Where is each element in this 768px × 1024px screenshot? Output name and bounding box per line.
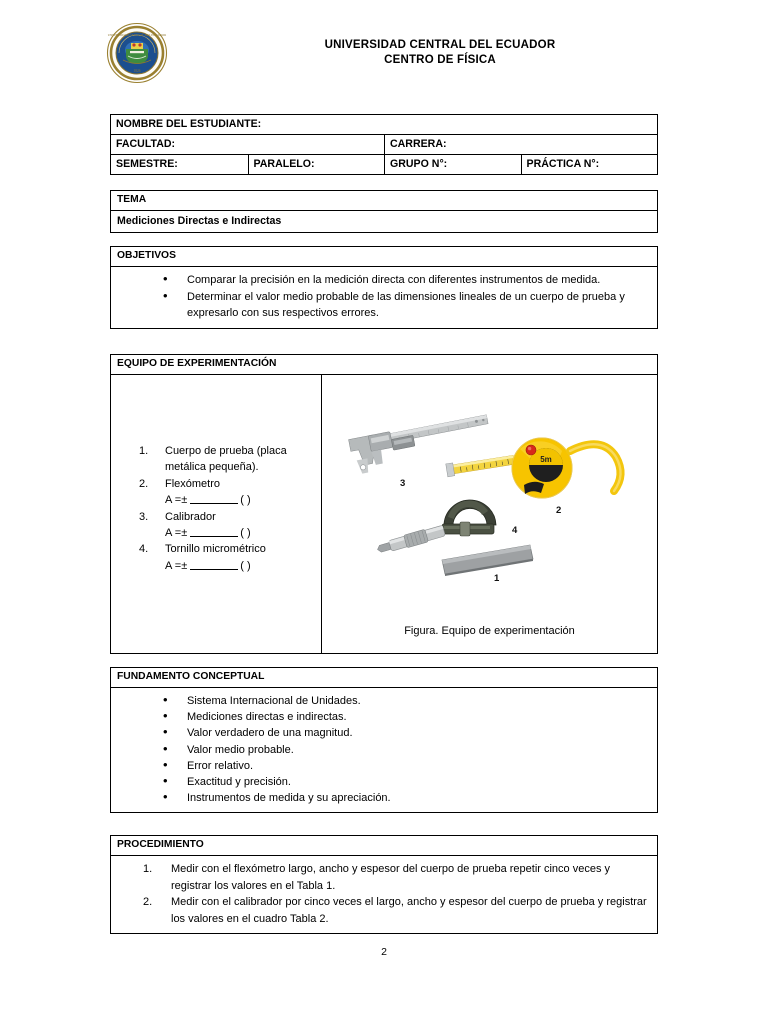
list-item [139,443,317,476]
photo-label-tape-measure: 2 [556,505,562,516]
list-item: • Exactitud y precisión. [159,774,657,790]
appreciation-unit-field[interactable]: ( ) [240,494,251,507]
appreciation-prefix: A =± [165,494,188,507]
appreciation-unit-field[interactable]: ( ) [240,559,251,572]
procedimiento-section [110,835,658,934]
svg-text:UNIVERSIDAD CENTRAL DEL ECUADO: UNIVERSIDAD CENTRAL DEL ECUADOR [107,33,167,37]
objetivos-body-row [111,266,657,328]
university-name: UNIVERSIDAD CENTRAL DEL ECUADOR [324,39,556,51]
list-item: • Valor verdadero de una magnitud. [159,725,657,741]
item-text: Calibrador [165,510,216,523]
header-title-group [180,38,700,68]
fundamento-list [111,693,657,806]
item-number: 2. [139,477,149,490]
figure-caption: Figura. Equipo de experimentación [404,625,575,637]
equipo-body-row [111,374,657,653]
list-item: • Comparar la precisión en la medición directa con diferentes instrumentos de medida. [159,272,657,289]
document-header [0,18,768,90]
procedimiento-body-row [111,855,657,933]
equipment-photo [334,385,634,607]
list-item: Medir con el calibrador por cinco veces el largo, ancho y espesor del cuerpo de prueba y registrar los valores en el cuadro Tabla 2. [171,896,647,925]
fundamento-section [110,667,658,813]
field-practica[interactable]: PRÁCTICA N°: [521,155,658,174]
field-semestre[interactable]: SEMESTRE: [116,158,178,170]
svg-text:1826: 1826 [133,69,141,73]
list-item [139,509,317,542]
field-facultad[interactable]: FACULTAD: [116,138,176,150]
list-item: • Mediciones directas e indirectas. [159,709,657,725]
appreciation-blank-field[interactable] [190,493,238,504]
field-carrera[interactable]: CARRERA: [384,135,657,154]
list-item: Medir con el flexómetro largo, ancho y espesor del cuerpo de prueba repetir cinco veces y registrar los valores en el Tabla 1. [171,863,611,892]
tema-section [110,190,658,233]
tema-value: Mediciones Directas e Indirectas [117,215,282,227]
tema-value-row [111,210,657,232]
field-grupo[interactable]: GRUPO N°: [384,155,521,174]
equipo-list-cell [111,375,321,653]
tema-heading: TEMA [117,194,147,205]
field-paralelo[interactable]: PARALELO: [248,155,385,174]
item-text: Flexómetro [165,477,221,490]
list-item: • Valor medio probable. [159,742,657,758]
equipo-list [139,443,317,574]
list-item: • Error relativo. [159,758,657,774]
form-row-semestre [111,154,657,174]
form-row-nombre [111,115,657,134]
department-name: CENTRO DE FÍSICA [384,54,496,66]
equipo-heading-row [111,355,657,374]
equipo-figure-cell [321,375,657,653]
appreciation-blank-field[interactable] [190,526,238,537]
appreciation-prefix: A =± [165,559,188,572]
fundamento-heading: FUNDAMENTO CONCEPTUAL [117,671,265,682]
list-item [139,476,317,509]
list-item [139,541,317,574]
equipo-heading: EQUIPO DE EXPERIMENTACIÓN [117,358,277,369]
list-item: • Determinar el valor medio probable de las dimensiones lineales de un cuerpo de prueba y expresarlo con sus respectivos errores. [159,289,657,322]
item-text: Tornillo micrométrico [165,543,266,556]
item-number: 1. [139,445,149,457]
item-number: 3. [139,510,149,523]
photo-label-plate: 1 [494,573,500,584]
list-item: • Instrumentos de medida y su apreciación. [159,790,657,806]
objetivos-heading: OBJETIVOS [117,250,176,261]
procedimiento-list [111,861,657,927]
equipo-section [110,354,658,654]
photo-label-caliper: 3 [400,478,406,489]
student-form-table [110,114,658,175]
list-item: • Sistema Internacional de Unidades. [159,693,657,709]
field-nombre-estudiante[interactable]: NOMBRE DEL ESTUDIANTE: [116,118,262,130]
svg-text:5m: 5m [540,455,552,464]
objetivos-heading-row [111,247,657,266]
appreciation-unit-field[interactable]: ( ) [240,527,251,540]
objetivos-section [110,246,658,329]
procedimiento-heading-row [111,836,657,855]
fundamento-heading-row [111,668,657,687]
form-row-facultad [111,134,657,154]
appreciation-prefix: A =± [165,527,188,540]
fundamento-body-row [111,687,657,812]
item-number: 4. [139,543,149,556]
page-number: 2 [381,946,387,958]
objetivos-list [111,272,657,322]
procedimiento-heading: PROCEDIMIENTO [117,839,204,850]
university-seal-icon [106,22,168,84]
tema-heading-row [111,191,657,210]
photo-label-micrometer: 4 [512,525,518,536]
appreciation-blank-field[interactable] [190,559,238,570]
item-text: Cuerpo de prueba (placa metálica pequeña). [165,445,287,474]
